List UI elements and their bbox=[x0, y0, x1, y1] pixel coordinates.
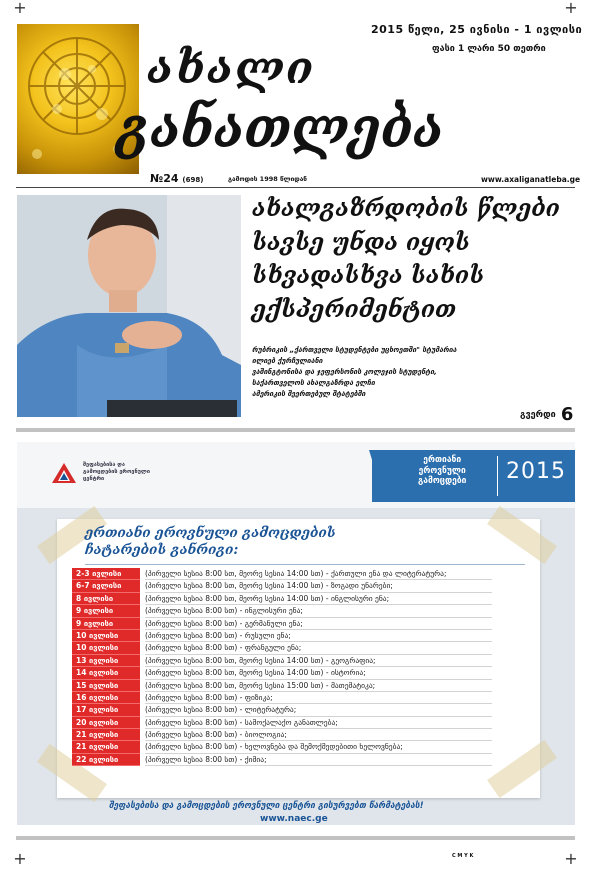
schedule-desc: (პირველი სესია 8:00 სთ) - ინგლისური ენა; bbox=[145, 606, 303, 616]
schedule-desc: (პირველი სესია 8:00 სთ) - ფრანგული ენა; bbox=[145, 643, 302, 653]
banner-line: ეროვნული bbox=[418, 465, 466, 476]
banner-divider bbox=[497, 456, 498, 496]
schedule-row bbox=[72, 741, 492, 753]
headline-line: ახალგაზრდობის წლები bbox=[252, 195, 560, 222]
schedule-row bbox=[72, 593, 492, 605]
org-name-line: გამოცდების ეროვნული bbox=[83, 469, 150, 475]
schedule-row bbox=[72, 754, 492, 766]
schedule-row bbox=[72, 642, 492, 654]
schedule-row bbox=[72, 655, 492, 667]
feature-headline bbox=[252, 192, 560, 326]
schedule-date: 17 ივლისი bbox=[72, 704, 140, 716]
byline-line: რუბრიკის „ქართველი სტუდენტები უცხოეთში" სტუმარია bbox=[252, 346, 457, 354]
page-label: გვერდი bbox=[520, 410, 556, 420]
byline-line: ამერიკის შეერთებულ შტატებში bbox=[252, 390, 366, 398]
feature-portrait-photo bbox=[17, 195, 241, 417]
issue-price: ფასი 1 ლარი 50 თეთრი bbox=[432, 44, 546, 54]
schedule-date: 20 ივლისი bbox=[72, 717, 140, 729]
schedule-date: 9 ივლისი bbox=[72, 618, 140, 630]
schedule-title-rule bbox=[85, 564, 525, 565]
banner-text bbox=[418, 455, 466, 487]
headline-line: სავსე უნდა იყოს bbox=[252, 228, 470, 256]
cmyk-print-marks: C M Y K bbox=[452, 853, 474, 859]
org-name-line: შეფასებისა და bbox=[83, 462, 125, 468]
schedule-date: 21 ივლისი bbox=[72, 729, 140, 741]
schedule-date: 21 ივლისი bbox=[72, 741, 140, 753]
crop-mark-top-right: + bbox=[564, 0, 578, 17]
schedule-row bbox=[72, 729, 492, 741]
schedule-title bbox=[85, 525, 336, 559]
schedule-row bbox=[72, 580, 492, 592]
website-link[interactable]: www.axaliganatleba.ge bbox=[481, 175, 581, 184]
headline-line: სხვადასხვა სახის bbox=[252, 262, 485, 289]
schedule-desc: (პირველი სესია 8:00 სთ) - ბიოლოგია; bbox=[145, 730, 287, 740]
schedule-row bbox=[72, 618, 492, 630]
issue-total: (698) bbox=[182, 176, 204, 184]
crop-mark-bottom-right: + bbox=[564, 849, 578, 868]
banner-line: ერთიანი bbox=[423, 455, 462, 465]
schedule-desc: (პირველი სესია 8:00 სთ) - სამოქალაქო განათლება; bbox=[145, 717, 338, 727]
feature-byline bbox=[252, 345, 457, 400]
naec-org-name bbox=[83, 462, 150, 483]
schedule-row bbox=[72, 605, 492, 617]
schedule-row bbox=[72, 692, 492, 704]
schedule-desc: (პირველი სესია 8:00 სთ, მეორე სესია 14:00 სთ) - ისტორია; bbox=[145, 668, 366, 678]
schedule-desc: (პირველი სესია 8:00 სთ) - ფიზიკა; bbox=[145, 692, 273, 702]
schedule-row bbox=[72, 568, 492, 580]
schedule-desc: (პირველი სესია 8:00 სთ, მეორე სესია 14:00 სთ) - ინგლისური ენა; bbox=[145, 593, 390, 603]
schedule-desc: (პირველი სესია 8:00 სთ) - რუსული ენა; bbox=[145, 630, 291, 640]
masthead-title-line2: განათლება bbox=[117, 95, 444, 161]
schedule-desc: (პირველი სესია 8:00 სთ, მეორე სესია 14:00 სთ) - ქართული ენა და ლიტერატურა; bbox=[145, 569, 447, 578]
schedule-date: 22 ივლისი bbox=[72, 754, 140, 766]
crop-mark-top-left: + bbox=[13, 0, 27, 17]
org-name-line: ცენტრი bbox=[83, 476, 105, 482]
schedule-desc: (პირველი სესია 8:00 სთ, მეორე სესია 14:00 სთ) - ზოგადი უნარები; bbox=[145, 581, 393, 591]
naec-logo-icon bbox=[51, 462, 77, 484]
headline-line: ექსპერიმენტით bbox=[252, 295, 457, 323]
schedule-date: 14 ივლისი bbox=[72, 667, 140, 679]
issue-number bbox=[150, 172, 203, 185]
page-reference bbox=[520, 404, 573, 425]
schedule-row bbox=[72, 630, 492, 642]
schedule-date: 15 ივლისი bbox=[72, 680, 140, 692]
schedule-date: 10 ივლისი bbox=[72, 630, 140, 642]
schedule-desc: (პირველი სესია 8:00 სთ, მეორე სესია 15:00 სთ) - მათემატიკა; bbox=[145, 680, 376, 690]
founded-note: გამოდის 1998 წლიდან bbox=[228, 175, 307, 183]
masthead-title-line1: ახალი bbox=[147, 43, 316, 94]
masthead-divider bbox=[16, 187, 575, 188]
schedule-row bbox=[72, 667, 492, 679]
section-divider-bottom bbox=[16, 836, 575, 840]
byline-line: საქართველოს ახალგაზრდა ელჩი bbox=[252, 379, 375, 387]
schedule-date: 9 ივლისი bbox=[72, 605, 140, 617]
schedule-row bbox=[72, 704, 492, 716]
banner-year: 2015 bbox=[506, 459, 566, 484]
schedule-table bbox=[72, 568, 492, 766]
page-number: 6 bbox=[560, 404, 574, 425]
schedule-row bbox=[72, 680, 492, 692]
schedule-desc: (პირველი სესია 8:00 სთ, მეორე სესია 14:00 სთ) - გეოგრაფია; bbox=[145, 655, 376, 665]
issue-number-value: №24 bbox=[150, 172, 179, 185]
schedule-date: 16 ივლისი bbox=[72, 692, 140, 704]
schedule-date: 13 ივლისი bbox=[72, 655, 140, 667]
schedule-date: 10 ივლისი bbox=[72, 642, 140, 654]
schedule-desc: (პირველი სესია 8:00 სთ) - ხელოვნება და შემოქმედებითი ხელოვნება; bbox=[145, 742, 403, 752]
schedule-title-line: ერთიანი ეროვნული გამოცდების bbox=[85, 525, 336, 541]
crop-mark-bottom-left: + bbox=[13, 849, 27, 868]
schedule-date: 6-7 ივლისი bbox=[72, 580, 140, 592]
schedule-desc: (პირველი სესია 8:00 სთ) - ქიმია; bbox=[145, 754, 267, 764]
byline-line: ილიებ ქურჩულიანი bbox=[252, 357, 323, 365]
schedule-title-line: ჩატარების განრიგი: bbox=[85, 542, 239, 558]
byline-line: ვაშინგტონისა და ჯეფერსონის კოლეჯის სტუდენტი, bbox=[252, 368, 437, 376]
schedule-date: 8 ივლისი bbox=[72, 593, 140, 605]
exam-schedule-advert bbox=[17, 442, 575, 825]
advert-footer-slogan: შეფასებისა და გამოცდების ეროვნული ცენტრი გისურვებთ წარმატებას! bbox=[109, 801, 424, 811]
schedule-date: 2-3 ივლისი bbox=[72, 568, 140, 580]
schedule-desc: (პირველი სესია 8:00 სთ) - გერმანული ენა; bbox=[145, 618, 303, 628]
section-divider-top bbox=[16, 428, 575, 432]
schedule-row bbox=[72, 717, 492, 729]
banner-line: გამოცდები bbox=[418, 476, 467, 486]
naec-website-link[interactable]: www.naec.ge bbox=[260, 814, 328, 824]
issue-date-range: 2015 წელი, 25 ივნისი - 1 ივლისი bbox=[371, 23, 583, 36]
schedule-desc: (პირველი სესია 8:00 სთ) - ლიტერატურა; bbox=[145, 705, 297, 715]
